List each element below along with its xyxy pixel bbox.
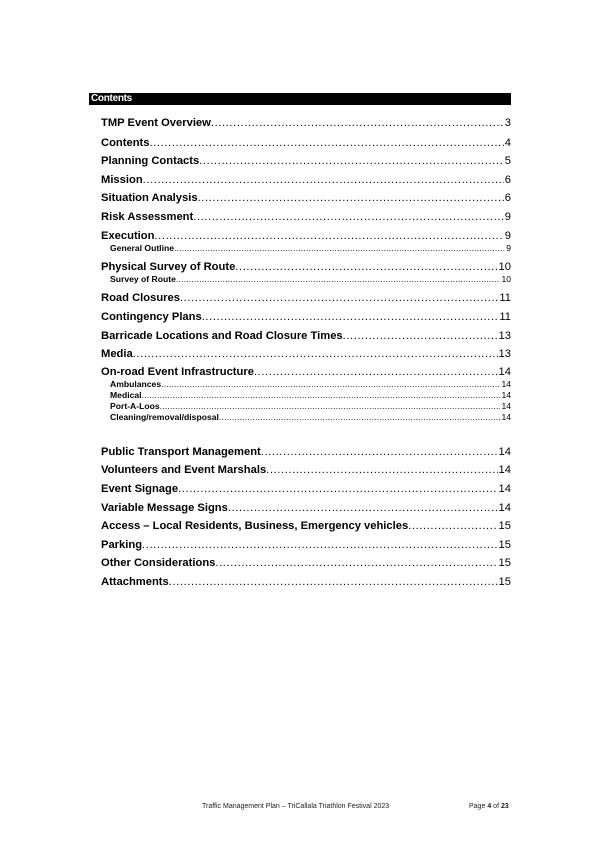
toc-entry[interactable] [101,482,511,496]
toc-entry[interactable] [101,154,511,168]
toc-entry[interactable] [101,136,511,150]
dot-leader [193,210,504,224]
toc-entry-title: Access – Local Residents, Business, Emergency vehicles [101,520,409,532]
dot-leader [174,243,505,254]
dot-leader [161,379,500,390]
toc-entry-page: 6 [504,174,511,186]
toc-entry[interactable] [101,501,511,515]
toc-entry-title: Public Transport Management [101,446,261,458]
toc-subentry[interactable] [110,412,511,423]
toc-entry-page: 10 [501,274,511,284]
toc-entry[interactable] [101,329,511,343]
page-label: Page [469,803,486,810]
dot-leader [211,116,504,130]
dot-leader [261,445,498,459]
footer-page-number [469,803,509,810]
toc-entry-page: 14 [501,390,511,400]
toc-entry[interactable] [101,365,511,379]
toc-entry-page: 15 [498,576,511,588]
toc-entry[interactable] [101,291,511,305]
toc-entry-page: 13 [498,348,511,360]
toc-entry-title: Medical [110,390,142,400]
toc-entry-page: 3 [504,117,511,129]
dot-leader [254,365,498,379]
toc-entry-page: 11 [499,292,511,304]
toc-entry-title: Event Signage [101,483,179,495]
toc-entry[interactable] [101,347,511,361]
dot-leader [266,463,497,477]
toc-entry-title: Execution [101,230,155,242]
toc-entry-page: 14 [501,401,511,411]
toc-entry-page: 15 [498,520,511,532]
dot-leader [149,136,503,150]
toc-entry-title: Situation Analysis [101,192,198,204]
toc-subentry[interactable] [110,243,511,254]
toc-entry-page: 14 [498,483,511,495]
toc-entry-title: Other Considerations [101,557,216,569]
toc-entry[interactable] [101,463,511,477]
dot-leader [235,260,497,274]
toc-entry-title: Ambulances [110,379,162,389]
dot-leader [142,538,498,552]
toc-entry-page: 15 [498,557,511,569]
toc-entry-page: 4 [504,137,511,149]
dot-leader [143,173,504,187]
toc-entry-title: Mission [101,174,143,186]
of-label: of [493,803,500,810]
toc-entry-title: Barricade Locations and Road Closure Times [101,330,343,342]
toc-entry-title: Volunteers and Event Marshals [101,464,267,476]
toc-entry-page: 10 [498,261,511,273]
contents-section-header [89,93,511,105]
toc-entry-page: 13 [498,330,511,342]
toc-entry[interactable] [101,191,511,205]
toc-entry-page: 11 [499,311,511,323]
toc-entry-title: Contingency Plans [101,311,202,323]
toc-entry-page: 14 [498,366,511,378]
dot-leader [180,291,498,305]
toc-entry[interactable] [101,538,511,552]
toc-entry-page: 14 [498,502,511,514]
toc-entry-title: Variable Message Signs [101,502,228,514]
toc-entry-title: Survey of Route [110,274,176,284]
dot-leader [142,390,501,401]
toc-entry-title: Risk Assessment [101,211,194,223]
toc-entry[interactable] [101,173,511,187]
toc-entry-title: Planning Contacts [101,155,200,167]
toc-entry-title: Road Closures [101,292,180,304]
toc-entry-title: TMP Event Overview [101,117,211,129]
dot-leader [133,347,498,361]
toc-entry-page: 14 [498,446,511,458]
toc-entry-page: 6 [504,192,511,204]
toc-entry[interactable] [101,310,511,324]
toc-entry-page: 9 [504,230,511,242]
toc-entry[interactable] [101,519,511,533]
dot-leader [343,329,498,343]
total-pages: 23 [500,803,509,810]
toc-entry-title: Attachments [101,576,169,588]
footer-document-title: Traffic Management Plan – TriCallala Triathlon Festival 2023 [202,803,390,810]
toc-entry-title: Physical Survey of Route [101,261,236,273]
dot-leader [160,401,501,412]
toc-entry-page: 14 [498,464,511,476]
dot-leader [228,501,498,515]
toc-entry[interactable] [101,556,511,570]
section-header-title: Contents [91,93,132,104]
toc-entry[interactable] [101,575,511,589]
dot-leader [215,556,497,570]
toc-entry[interactable] [101,229,511,243]
dot-leader [198,191,504,205]
dot-leader [408,519,497,533]
toc-entry-page: 14 [501,379,511,389]
toc-subentry[interactable] [110,401,511,412]
dot-leader [176,274,501,285]
toc-subentry[interactable] [110,390,511,401]
dot-leader [202,310,499,324]
toc-subentry[interactable] [110,379,511,390]
dot-leader [169,575,498,589]
toc-entry-title: Media [101,348,133,360]
toc-subentry[interactable] [110,274,511,285]
toc-entry-page: 5 [504,155,511,167]
toc-entry-title: Cleaning/removal/disposal [110,412,219,422]
toc-entry[interactable] [101,116,511,130]
dot-leader [154,229,503,243]
toc-entry-title: Contents [101,137,150,149]
toc-entry-page: 9 [506,243,511,253]
toc-entry-page: 9 [504,211,511,223]
toc-entry-page: 14 [501,412,511,422]
toc-entry-title: On-road Event Infrastructure [101,366,254,378]
toc-entry-title: General Outline [110,243,174,253]
toc-entry-title: Port-A-Loos [110,401,160,411]
dot-leader [219,412,501,423]
toc-entry[interactable] [101,260,511,274]
dot-leader [199,154,504,168]
toc-entry[interactable] [101,445,511,459]
toc-entry[interactable] [101,210,511,224]
current-page: 4 [487,803,492,810]
toc-entry-title: Parking [101,539,143,551]
toc-entry-page: 15 [498,539,511,551]
dot-leader [178,482,497,496]
